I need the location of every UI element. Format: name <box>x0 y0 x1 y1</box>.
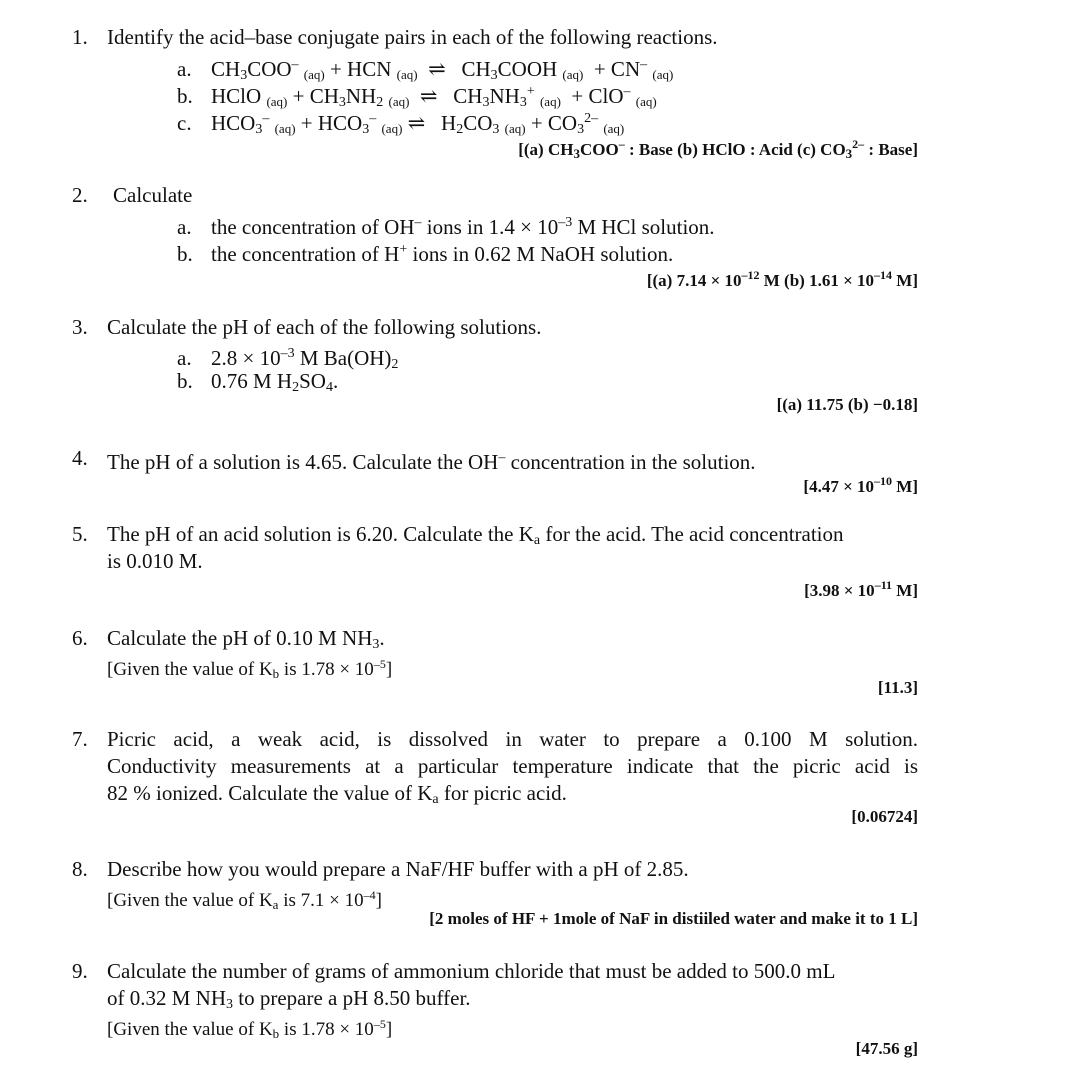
equilibrium-arrow-icon: ⇌ <box>428 57 446 81</box>
q5-line1: The pH of an acid solution is 6.20. Calculate the $K_a$ for the acid. The acid concentration <box>107 522 844 548</box>
q3-text: Calculate the pH of each of the following solutions. <box>107 315 542 339</box>
q9-number: 9. <box>72 959 88 983</box>
q3-item-a: a. $2.8 \times 10^{-3}$ M $Ba(OH)_2$ <box>177 346 399 372</box>
q1-item-a: a. $CH_3COO^-$ (aq) + HCN (aq) ⇌ $CH_3COOH$ (aq) + CN– (aq) <box>177 57 674 83</box>
q3-answer: [(a) 11.75 (b) −0.18] <box>776 395 918 414</box>
equilibrium-arrow-icon: ⇌ <box>419 84 438 108</box>
q6-answer: [11.3] <box>877 678 918 697</box>
q7-number: 7. <box>72 727 88 751</box>
q2-text: Calculate <box>113 183 193 207</box>
q7-line3: 82 % ionized. Calculate the value of $K_a$ for picric acid. <box>107 781 567 807</box>
q9-answer: [47.56 g] <box>855 1039 918 1058</box>
equilibrium-arrow-icon: ⇌ <box>407 111 426 135</box>
q6-line1: Calculate the pH of 0.10 M $NH_3$. <box>107 626 385 652</box>
q1-item-c: c. $HCO_3^-$ $(aq) + HCO_3^-$ (aq) ⇌ $H_2CO_3$ $(aq) + CO_3^{2-}$ (aq) <box>177 111 625 137</box>
q1-answer: [(a) CH3COO– : Base (b) HClO : Acid (c) $CO3^{2-}$ : Base] <box>518 137 918 161</box>
q5-number: 5. <box>72 522 88 546</box>
q2-answer: [(a) $7.14 \times 10^{-12}$ M (b) $1.61 \times 10^{-14}$ M] <box>646 268 918 290</box>
q4-answer: [$4.47 \times 10^{-10}$ M] <box>803 474 918 496</box>
q5-line2: is 0.010 M. <box>107 549 203 573</box>
q7-answer: [0.06724] <box>851 807 918 826</box>
q4-number: 4. <box>72 446 88 470</box>
q6-given: [Given the value of Kb is $1.78 \times 10^{-5}$] <box>107 657 393 681</box>
q7-line2: Conductivity measurements at a particular temperature indicate that the picric acid is <box>107 754 918 778</box>
q4-text: The pH of a solution is 4.65. Calculate the OH– concentration in the solution. <box>107 450 756 474</box>
q6-number: 6. <box>72 626 88 650</box>
q1-text: Identify the acid–base conjugate pairs in each of the following reactions. <box>107 25 718 49</box>
q3-item-b: b. 0.76 M $H_2SO_4$. <box>177 369 339 395</box>
q9-line1: Calculate the number of grams of ammonium chloride that must be added to 500.0 mL <box>107 959 836 983</box>
q3-number: 3. <box>72 315 88 339</box>
q8-line1: Describe how you would prepare a NaF/HF buffer with a pH of 2.85. <box>107 857 689 881</box>
q1-number: 1. <box>72 25 88 49</box>
q5-answer: [$3.98 \times 10^{-11}$ M] <box>804 578 918 600</box>
q9-given: [Given the value of Kb is $1.78 \times 10^{-5}$] <box>107 1017 393 1041</box>
q2-item-a: a. the concentration of OH– ions in $1.4 \times 10^{-3}$ M HCl solution. <box>177 215 715 239</box>
q2-number: 2. <box>72 183 88 207</box>
q1-item-b: b. HClO $(aq) + CH_3NH_2$ (aq) ⇌ $CH_3NH_3^+$ (aq) + ClO– (aq) <box>177 84 657 110</box>
q2-item-b: b. the concentration of H+ ions in 0.62 M NaOH solution. <box>177 242 674 266</box>
q7-line1: Picric acid, a weak acid, is dissolved in water to prepare a 0.100 M solution. <box>107 727 918 751</box>
q8-given: [Given the value of Ka is $7.1 \times 10^{-4}$] <box>107 888 382 912</box>
q8-number: 8. <box>72 857 88 881</box>
q8-answer: [2 moles of HF + 1mole of NaF in distiiled water and make it to 1 L] <box>429 909 918 928</box>
q9-line2: of 0.32 M $NH_3$ to prepare a pH 8.50 buffer. <box>107 986 471 1012</box>
